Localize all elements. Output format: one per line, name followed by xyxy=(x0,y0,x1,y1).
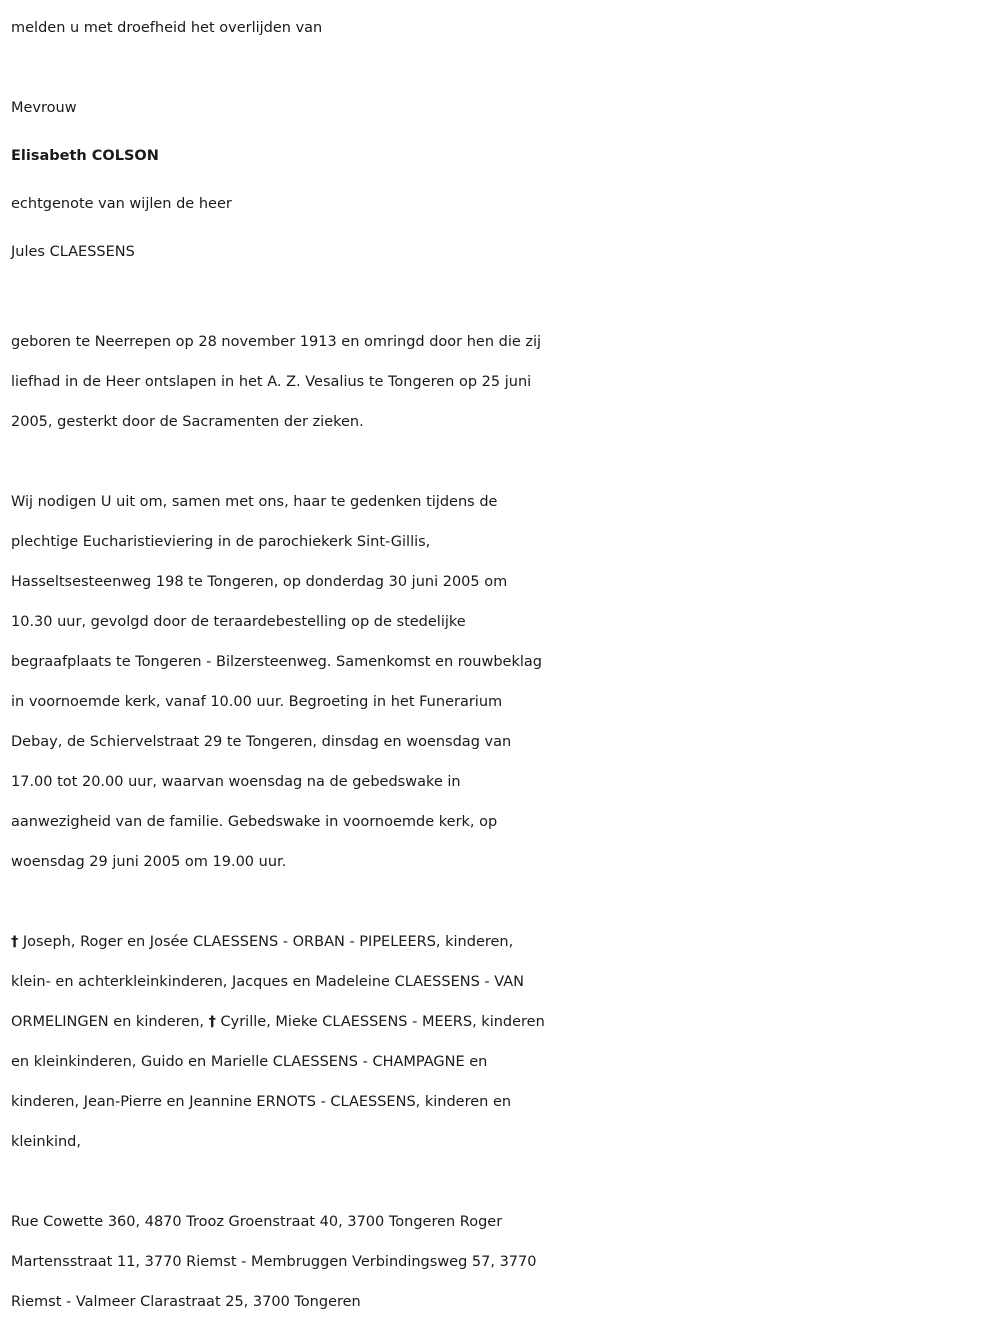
paragraph-line: plechtige Eucharistieviering in de parochiekerk Sint-Gillis, xyxy=(11,534,431,550)
paragraph-line: Riemst - Valmeer Clarastraat 25, 3700 Tongeren xyxy=(11,1294,361,1310)
paragraph-line: aanwezigheid van de familie. Gebedswake in voornoemde kerk, op xyxy=(11,814,498,830)
cross-icon: † xyxy=(11,934,19,950)
paragraph-line: 17.00 tot 20.00 uur, waarvan woensdag na de gebedswake in xyxy=(11,774,461,790)
paragraph-line: 10.30 uur, gevolgd door de teraardebestelling op de stedelijke xyxy=(11,614,466,630)
paragraph-line: kleinkind, xyxy=(11,1134,81,1150)
paragraph-line: 2005, gesterkt door de Sacramenten der zieken. xyxy=(11,414,364,430)
paragraph-line: Rue Cowette 360, 4870 Trooz Groenstraat 40, 3700 Tongeren Roger xyxy=(11,1214,503,1230)
paragraph-line: woensdag 29 juni 2005 om 19.00 uur. xyxy=(11,854,287,870)
paragraph-line: Hasseltsesteenweg 198 te Tongeren, op donderdag 30 juni 2005 om xyxy=(11,574,508,590)
paragraph-line: Debay, de Schiervelstraat 29 te Tongeren, dinsdag en woensdag van xyxy=(11,734,512,750)
paragraph-line xyxy=(11,922,1000,962)
spouse-intro: echtgenote van wijlen de heer xyxy=(11,196,232,212)
paragraph-line: begraafplaats te Tongeren - Bilzersteenweg. Samenkomst en rouwbeklag xyxy=(11,654,542,670)
paragraph-line xyxy=(11,1002,1000,1042)
deceased-name: Elisabeth COLSON xyxy=(11,148,159,164)
paragraph-line: klein- en achterkleinkinderen, Jacques en Madeleine CLAESSENS - VAN xyxy=(11,974,525,990)
paragraph-line: kinderen, Jean-Pierre en Jeannine ERNOTS - CLAESSENS, kinderen en xyxy=(11,1094,512,1110)
service-paragraph xyxy=(11,482,1000,882)
paragraph-line: liefhad in de Heer ontslapen in het A. Z. Vesalius te Tongeren op 25 juni xyxy=(11,374,532,390)
spouse-name: Jules CLAESSENS xyxy=(11,244,135,260)
salutation: Mevrouw xyxy=(11,100,77,116)
paragraph-line: Martensstraat 11, 3770 Riemst - Membruggen Verbindingsweg 57, 3770 xyxy=(11,1254,537,1270)
paragraph-line: in voornoemde kerk, vanaf 10.00 uur. Begroeting in het Funerarium xyxy=(11,694,503,710)
family-text: Joseph, Roger en Josée CLAESSENS - ORBAN - PIPELEERS, kinderen, xyxy=(22,934,514,950)
family-text: Cyrille, Mieke CLAESSENS - MEERS, kinderen xyxy=(220,1014,545,1030)
family-paragraph xyxy=(11,922,1000,1162)
family-text: ORMELINGEN en kinderen, xyxy=(11,1014,205,1030)
birth-death-paragraph xyxy=(11,322,1000,442)
intro-text: melden u met droefheid het overlijden van xyxy=(11,20,323,36)
paragraph-line: Wij nodigen U uit om, samen met ons, haar te gedenken tijdens de xyxy=(11,494,498,510)
cross-icon: † xyxy=(208,1014,216,1030)
addresses-paragraph xyxy=(11,1202,1000,1322)
paragraph-line: geboren te Neerrepen op 28 november 1913 en omringd door hen die zij xyxy=(11,334,542,350)
paragraph-line: en kleinkinderen, Guido en Marielle CLAESSENS - CHAMPAGNE en xyxy=(11,1054,488,1070)
